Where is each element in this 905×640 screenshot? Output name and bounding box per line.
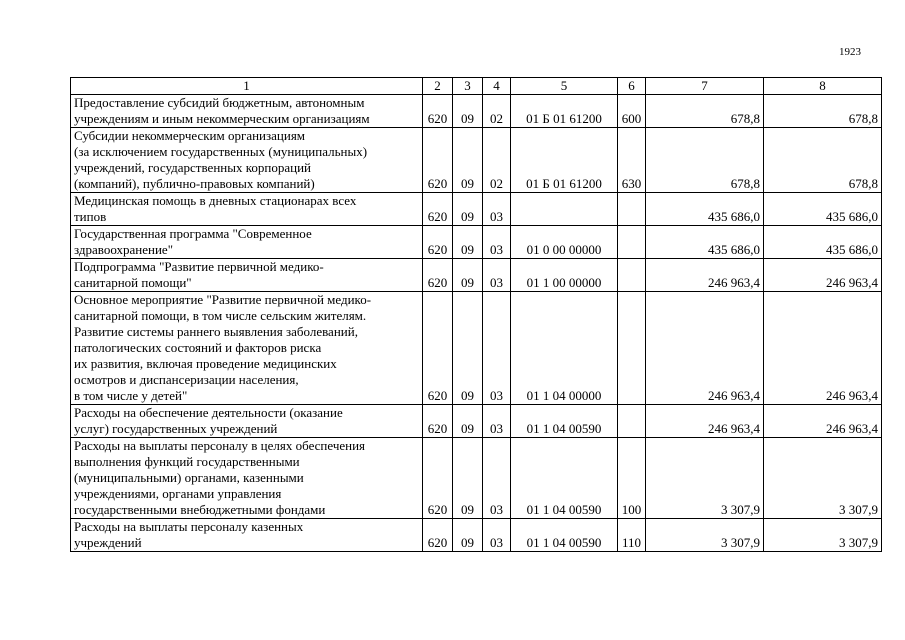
amount-cell-7: 435 686,0 — [646, 226, 764, 259]
row-name-cell: Медицинская помощь в дневных стационарах всех типов — [71, 193, 423, 226]
target-article-cell: 01 1 04 00590 — [511, 405, 618, 438]
expense-type-cell — [618, 292, 646, 405]
amount-cell-7: 246 963,4 — [646, 405, 764, 438]
target-article-cell: 01 1 04 00590 — [511, 519, 618, 552]
amount-cell-8: 3 307,9 — [764, 438, 882, 519]
target-article-cell: 01 0 00 00000 — [511, 226, 618, 259]
section-code-cell: 09 — [453, 193, 483, 226]
row-name-cell: Расходы на выплаты персоналу казенных учреждений — [71, 519, 423, 552]
section-code-cell: 09 — [453, 519, 483, 552]
table-row — [71, 226, 882, 259]
table-row — [71, 438, 882, 519]
table-row — [71, 292, 882, 405]
section-code-cell: 09 — [453, 259, 483, 292]
expense-type-cell: 110 — [618, 519, 646, 552]
target-article-cell — [511, 193, 618, 226]
expense-type-cell: 630 — [618, 128, 646, 193]
amount-cell-7: 246 963,4 — [646, 292, 764, 405]
amount-cell-7: 3 307,9 — [646, 519, 764, 552]
ministry-code-cell: 620 — [423, 128, 453, 193]
section-code-cell: 09 — [453, 405, 483, 438]
amount-cell-8: 3 307,9 — [764, 519, 882, 552]
amount-cell-8: 246 963,4 — [764, 292, 882, 405]
section-code-cell: 09 — [453, 128, 483, 193]
subsection-code-cell: 03 — [483, 405, 511, 438]
subsection-code-cell: 03 — [483, 438, 511, 519]
table-row — [71, 519, 882, 552]
table-row — [71, 95, 882, 128]
amount-cell-8: 678,8 — [764, 95, 882, 128]
budget-table — [70, 77, 882, 552]
ministry-code-cell: 620 — [423, 226, 453, 259]
row-name-cell: Расходы на обеспечение деятельности (оказание услуг) государственных учреждений — [71, 405, 423, 438]
subsection-code-cell: 03 — [483, 519, 511, 552]
target-article-cell: 01 Б 01 61200 — [511, 128, 618, 193]
header-cell: 5 — [511, 78, 618, 95]
subsection-code-cell: 03 — [483, 226, 511, 259]
amount-cell-7: 246 963,4 — [646, 259, 764, 292]
header-cell: 6 — [618, 78, 646, 95]
expense-type-cell — [618, 193, 646, 226]
target-article-cell: 01 1 00 00000 — [511, 259, 618, 292]
expense-type-cell — [618, 405, 646, 438]
ministry-code-cell: 620 — [423, 95, 453, 128]
amount-cell-7: 3 307,9 — [646, 438, 764, 519]
section-code-cell: 09 — [453, 438, 483, 519]
amount-cell-8: 435 686,0 — [764, 193, 882, 226]
subsection-code-cell: 02 — [483, 95, 511, 128]
ministry-code-cell: 620 — [423, 519, 453, 552]
row-name-cell: Подпрограмма "Развитие первичной медико- санитарной помощи" — [71, 259, 423, 292]
header-cell: 4 — [483, 78, 511, 95]
amount-cell-8: 246 963,4 — [764, 405, 882, 438]
amount-cell-8: 435 686,0 — [764, 226, 882, 259]
amount-cell-7: 678,8 — [646, 128, 764, 193]
row-name-cell: Основное мероприятие "Развитие первичной медико- санитарной помощи, в том числе сельским жителям. Развитие системы раннего выявления заболеваний, патологических состояний и факторов риска их развития, включая проведение медицинских осмотров и диспансеризации населения, в том числе у детей" — [71, 292, 423, 405]
ministry-code-cell: 620 — [423, 292, 453, 405]
ministry-code-cell: 620 — [423, 438, 453, 519]
section-code-cell: 09 — [453, 95, 483, 128]
ministry-code-cell: 620 — [423, 405, 453, 438]
table-row — [71, 405, 882, 438]
section-code-cell: 09 — [453, 226, 483, 259]
subsection-code-cell: 03 — [483, 193, 511, 226]
target-article-cell: 01 1 04 00000 — [511, 292, 618, 405]
ministry-code-cell: 620 — [423, 193, 453, 226]
amount-cell-7: 435 686,0 — [646, 193, 764, 226]
row-name-cell: Государственная программа "Современное здравоохранение" — [71, 226, 423, 259]
header-cell: 3 — [453, 78, 483, 95]
table-row — [71, 193, 882, 226]
expense-type-cell — [618, 259, 646, 292]
subsection-code-cell: 03 — [483, 259, 511, 292]
amount-cell-8: 678,8 — [764, 128, 882, 193]
header-cell: 1 — [71, 78, 423, 95]
header-cell: 8 — [764, 78, 882, 95]
header-cell: 7 — [646, 78, 764, 95]
expense-type-cell: 100 — [618, 438, 646, 519]
row-name-cell: Предоставление субсидий бюджетным, автономным учреждениям и иным некоммерческим организациям — [71, 95, 423, 128]
header-cell: 2 — [423, 78, 453, 95]
amount-cell-7: 678,8 — [646, 95, 764, 128]
amount-cell-8: 246 963,4 — [764, 259, 882, 292]
target-article-cell: 01 Б 01 61200 — [511, 95, 618, 128]
table-row — [71, 259, 882, 292]
target-article-cell: 01 1 04 00590 — [511, 438, 618, 519]
expense-type-cell — [618, 226, 646, 259]
section-code-cell: 09 — [453, 292, 483, 405]
table-row — [71, 128, 882, 193]
row-name-cell: Субсидии некоммерческим организациям (за исключением государственных (муниципальных) учреждений, государственных корпораций (компаний), публично-правовых компаний) — [71, 128, 423, 193]
header-row — [71, 78, 882, 95]
row-name-cell: Расходы на выплаты персоналу в целях обеспечения выполнения функций государственными (муниципальными) органами, казенными учреждениями, органами управления государственными внебюджетными фондами — [71, 438, 423, 519]
subsection-code-cell: 03 — [483, 292, 511, 405]
subsection-code-cell: 02 — [483, 128, 511, 193]
ministry-code-cell: 620 — [423, 259, 453, 292]
expense-type-cell: 600 — [618, 95, 646, 128]
page-number: 1923 — [839, 46, 861, 58]
